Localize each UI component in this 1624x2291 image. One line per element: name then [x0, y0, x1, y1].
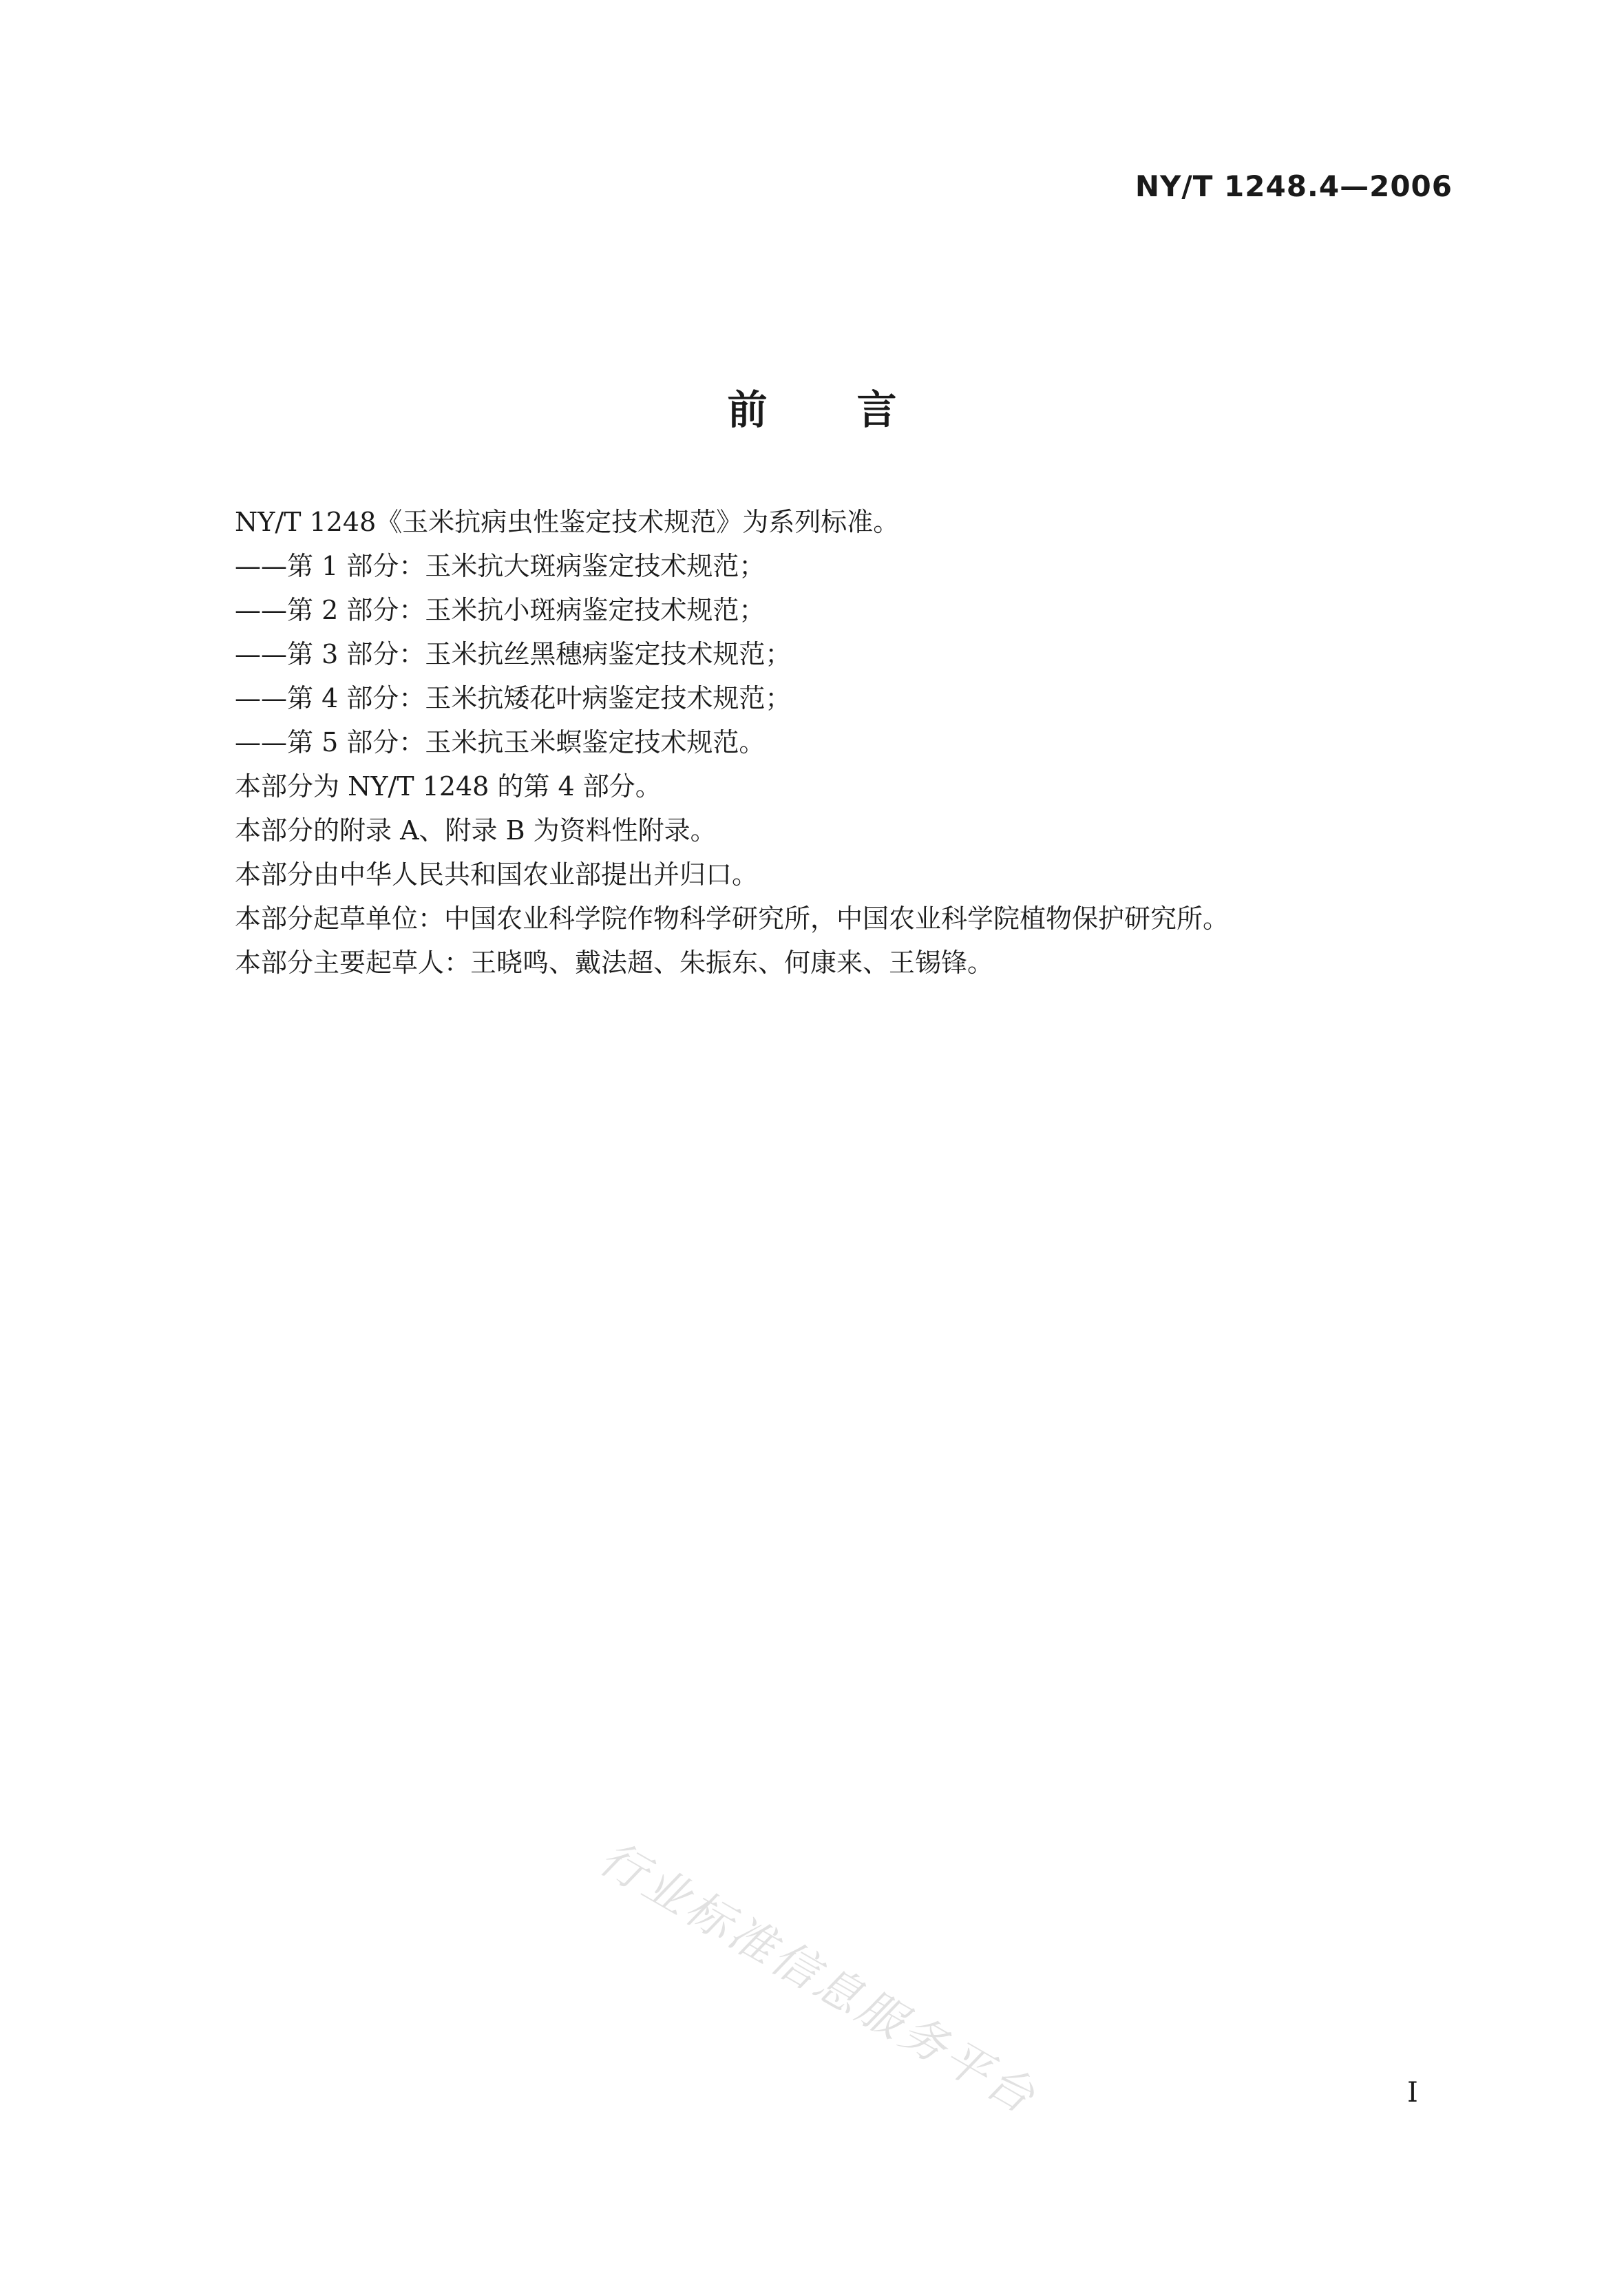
list-item-part-2: ——第 2 部分：玉米抗小斑病鉴定技术规范； — [235, 595, 766, 625]
page-number: I — [1407, 2077, 1418, 2109]
page-title: 前言 — [727, 386, 987, 433]
list-item-part-4: ——第 4 部分：玉米抗矮花叶病鉴定技术规范； — [235, 683, 792, 713]
list-item-part-1: ——第 1 部分：玉米抗大斑病鉴定技术规范； — [235, 551, 766, 581]
paragraph-drafting-units: 本部分起草单位：中国农业科学院作物科学研究所，中国农业科学院植物保护研究所。 — [235, 903, 1230, 934]
foreword-body — [235, 500, 1419, 985]
intro-paragraph: NY/T 1248《玉米抗病虫性鉴定技术规范》为系列标准。 — [235, 507, 900, 537]
watermark: 行业标准信息服务平台 — [590, 1831, 1046, 2126]
standard-number: NY/T 1248.4—2006 — [1135, 169, 1453, 203]
paragraph-appendix: 本部分的附录 A、附录 B 为资料性附录。 — [235, 815, 717, 846]
list-item-part-3: ——第 3 部分：玉米抗丝黑穗病鉴定技术规范； — [235, 639, 792, 669]
paragraph-proposer: 本部分由中华人民共和国农业部提出并归口。 — [235, 859, 759, 890]
paragraph-part-statement: 本部分为 NY/T 1248 的第 4 部分。 — [235, 771, 662, 802]
paragraph-drafters: 本部分主要起草人：王晓鸣、戴法超、朱振东、何康来、王锡锋。 — [235, 948, 994, 978]
list-item-part-5: ——第 5 部分：玉米抗玉米螟鉴定技术规范。 — [235, 727, 766, 757]
